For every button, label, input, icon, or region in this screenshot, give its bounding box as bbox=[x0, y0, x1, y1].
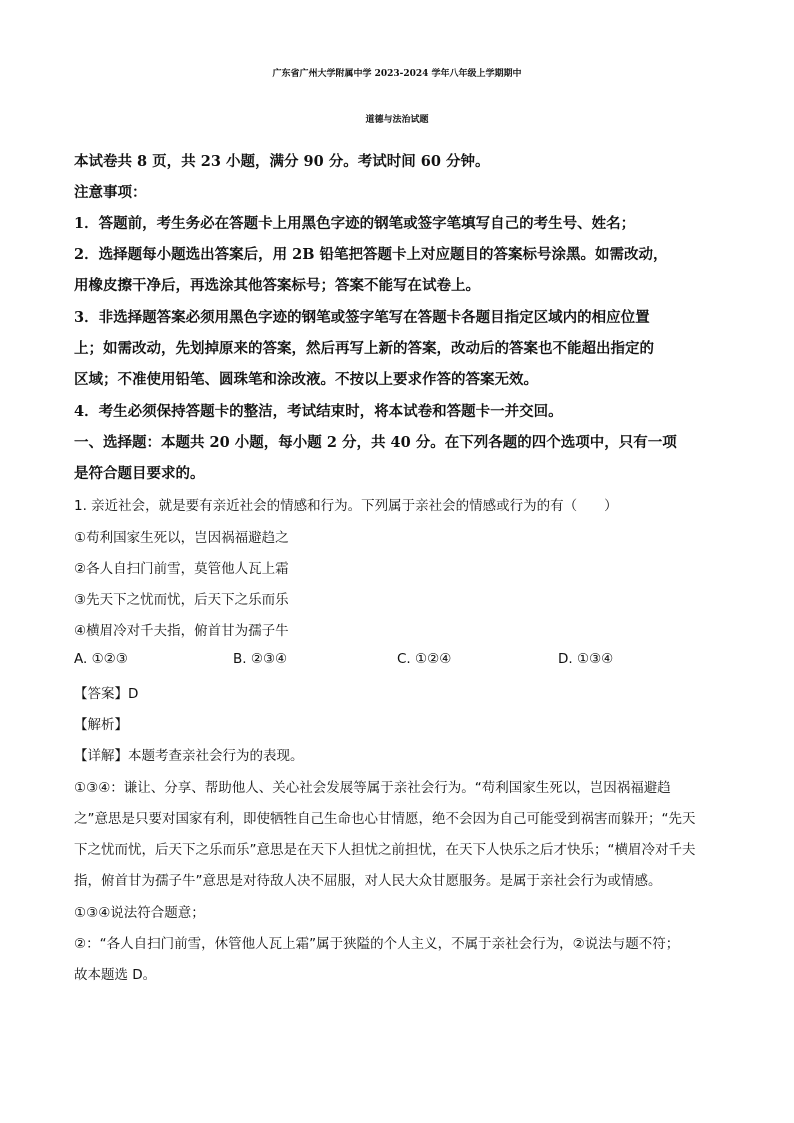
explanation-line: ②：“各人自扫门前雪，休管他人瓦上霜”属于狭隘的个人主义，不属于亲社会行为，②说法与题不符； bbox=[74, 936, 680, 952]
question-item: ④横眉冷对千夫指，俯首甘为孺子牛 bbox=[74, 623, 289, 639]
question-item: ③先天下之忧而忧，后天下之乐而乐 bbox=[74, 592, 289, 608]
exam-intro: 本试卷共 8 页，共 23 小题，满分 90 分。考试时间 60 分钟。 bbox=[74, 153, 490, 170]
question-stem: 1. 亲近社会，就是要有亲近社会的情感和行为。下列属于亲社会的情感或行为的有（ ） bbox=[74, 498, 618, 514]
note-line: 2．选择题每小题选出答案后，用 2B 铅笔把答题卡上对应题目的答案标号涂黑。如需改动， bbox=[74, 246, 668, 263]
explanation-line: 故本题选 D。 bbox=[74, 967, 157, 983]
note-line: 区域；不准使用铅笔、圆珠笔和涂改液。不按以上要求作答的答案无效。 bbox=[74, 371, 538, 388]
note-line: 4．考生必须保持答题卡的整洁，考试结束时，将本试卷和答题卡一并交回。 bbox=[74, 403, 563, 420]
detail-line: 【详解】本题考查亲社会行为的表现。 bbox=[74, 748, 304, 764]
section-heading-line1: 一、选择题：本题共 20 小题，每小题 2 分，共 40 分。在下列各题的四个选项中，只有一项 bbox=[74, 434, 677, 451]
option-d: D. ①③④ bbox=[558, 651, 614, 667]
explanation-line: 之”意思是只要对国家有利，即使牺牲自己生命也心甘情愿，绝不会因为自己可能受到祸害而躲开；“先天 bbox=[74, 811, 696, 827]
explanation-line: ①③④：谦让、分享、帮助他人、关心社会发展等属于亲社会行为。“苟利国家生死以，岂因祸福避趋 bbox=[74, 780, 671, 796]
explanation-line: 指，俯首甘为孺子牛”意思是对待敌人决不屈服，对人民大众甘愿服务。是属于亲社会行为或情感。 bbox=[74, 873, 662, 889]
option-c: C. ①②④ bbox=[397, 651, 452, 667]
document-title-line1: 广东省广州大学附属中学 2023-2024 学年八年级上学期期中 bbox=[272, 69, 522, 79]
note-line: 1．答题前，考生务必在答题卡上用黑色字迹的钢笔或签字笔填写自己的考生号、姓名； bbox=[74, 215, 636, 232]
option-a: A. ①②③ bbox=[74, 651, 128, 667]
question-item: ②各人自扫门前雪，莫管他人瓦上霜 bbox=[74, 561, 289, 577]
explanation-line: ①③④说法符合题意； bbox=[74, 905, 205, 921]
explanation-line: 下之忧而忧，后天下之乐而乐”意思是在天下人担忧之前担忧，在天下人快乐之后才快乐；“横眉冷对千夫 bbox=[74, 842, 696, 858]
option-b: B. ②③④ bbox=[233, 651, 288, 667]
answer-line: 【答案】D bbox=[74, 686, 139, 702]
note-line: 用橡皮擦干净后，再选涂其他答案标号；答案不能写在试卷上。 bbox=[74, 277, 480, 294]
analysis-label: 【解析】 bbox=[74, 717, 128, 733]
section-heading-line2: 是符合题目要求的。 bbox=[74, 465, 205, 482]
question-item: ①苟利国家生死以，岂因祸福避趋之 bbox=[74, 530, 289, 546]
notes-heading: 注意事项： bbox=[74, 184, 147, 201]
note-line: 上；如需改动，先划掉原来的答案，然后再写上新的答案，改动后的答案也不能超出指定的 bbox=[74, 340, 654, 357]
note-line: 3．非选择题答案必须用黑色字迹的钢笔或签字笔写在答题卡各题目指定区域内的相应位置 bbox=[74, 309, 650, 326]
document-title-line2: 道德与法治试题 bbox=[365, 115, 429, 125]
